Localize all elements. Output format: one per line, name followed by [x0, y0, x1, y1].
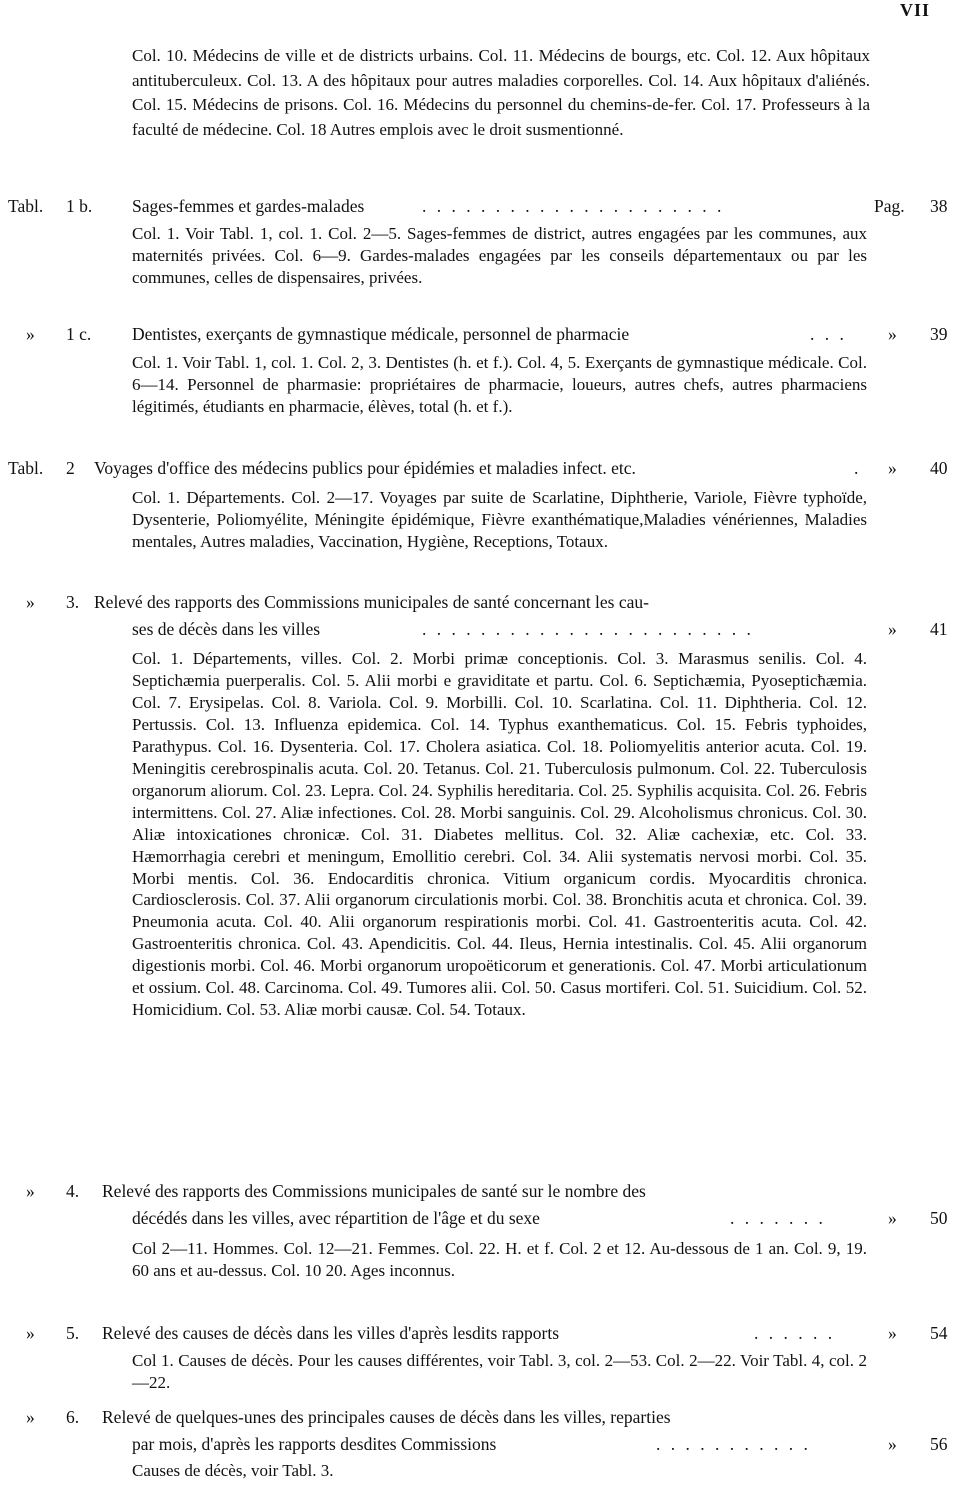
- entry-page-number: 39: [930, 324, 948, 344]
- toc-entry-6-cont: [8, 1432, 960, 1456]
- entry-leader-dots: . . . . . . .: [730, 1208, 826, 1228]
- entry-title: ses de décès dans les villes: [132, 619, 321, 639]
- entry-title: Relevé des causes de décès dans les villes d'après lesdits rapports: [102, 1323, 560, 1343]
- entry-prefix: Tabl.: [8, 196, 44, 216]
- entry-page-number: 41: [930, 619, 948, 639]
- entry-prefix: »: [26, 1407, 35, 1427]
- entry-page-number: 54: [930, 1323, 948, 1343]
- toc-entry-4-cont: [8, 1206, 960, 1230]
- entry-leader-dots: . . . . . . . . . . . . . . . . . . . . .: [422, 196, 725, 216]
- entry-number: 1 b.: [66, 196, 93, 216]
- entry-prefix: »: [26, 324, 35, 344]
- entry-title: par mois, d'après les rapports desdites Commissions: [132, 1434, 497, 1454]
- entry-title-line1: Relevé des rapports des Commissions municipales de santé concernant les cau-: [94, 592, 649, 612]
- entry-page-number: 56: [930, 1434, 948, 1454]
- entry-page-number: 50: [930, 1208, 948, 1228]
- toc-entry-3-cont: [8, 617, 960, 641]
- entry-page-prefix: »: [888, 324, 897, 344]
- entry-number: 3.: [66, 592, 80, 612]
- toc-entry-4: [8, 1179, 960, 1203]
- entry-title: Voyages d'office des médecins publics pour épidémies et maladies infect. etc.: [94, 458, 636, 478]
- entry-prefix: »: [26, 592, 35, 612]
- entry-number: 6.: [66, 1407, 80, 1427]
- entry-leader-dots: . . . . . . . . . . .: [656, 1434, 811, 1454]
- entry-leader-dots: .: [854, 458, 862, 478]
- entry-number: 5.: [66, 1323, 80, 1343]
- toc-entry-5: [8, 1321, 960, 1345]
- entry-description: Col. 1. Voir Tabl. 1, col. 1. Col. 2—5. Sages-femmes de district, autres engagées par les communes, aux maternités privées. Col. 6—9. Gardes-malades engagées par les conseils départementaux ou par les communes, celles de dispensaires, privées.: [132, 224, 867, 287]
- entry-prefix: Tabl.: [8, 458, 44, 478]
- entry-leader-dots: . . . . . . . . . . . . . . . . . . . . . . .: [422, 619, 754, 639]
- entry-page-prefix: »: [888, 619, 897, 639]
- toc-entry-3: [8, 590, 960, 614]
- entry-description: Col. 1. Voir Tabl. 1, col. 1. Col. 2, 3. Dentistes (h. et f.). Col. 4, 5. Exerçants de gymnastique médicale. Col. 6—14. Personnel de pharmasie: propriétaires de pharmacie, loueurs, autres chefs, autres pharmaciens légitimés, étudiants en pharmacie, élèves, total (h. et f.).: [132, 353, 867, 416]
- entry-page-number: 38: [930, 196, 948, 216]
- toc-entry-1c: [8, 322, 960, 346]
- entry-title: Dentistes, exerçants de gymnastique médicale, personnel de pharmacie: [132, 324, 630, 344]
- entry-page-prefix: »: [888, 1323, 897, 1343]
- entry-title-line1: Relevé de quelques-unes des principales causes de décès dans les villes, reparties: [102, 1407, 671, 1427]
- entry-description: Col 1. Causes de décès. Pour les causes différentes, voir Tabl. 3, col. 2—53. Col. 2—22. Voir Tabl. 4, col. 2—22.: [132, 1351, 867, 1392]
- entry-description: Col. 1. Départements. Col. 2—17. Voyages par suite de Scarlatine, Diphtherie, Variole, Fièvre typhoïde, Dysenterie, Poliomyélite, Méningite épidémique, Fièvre exanthématique,Maladies vénériennes, Maladies mentales, Autres maladies, Vaccination, Hygiène, Receptions, Totaux.: [132, 488, 867, 551]
- intro-paragraph: Col. 10. Médecins de ville et de districts urbains. Col. 11. Médecins de bourgs, etc. Col. 12. Aux hôpitaux antituberculeux. Col. 13. A des hôpitaux pour autres maladies corporelles. Col. 14. Aux hôpitaux d'aliénés. Col. 15. Médecins de prisons. Col. 16. Médecins du personnel du chemins-de-fer. Col. 17. Professeurs à la faculté de médecine. Col. 18 Autres emplois avec le droit susmentionné.: [132, 46, 870, 139]
- entry-title-line1: Relevé des rapports des Commissions municipales de santé sur le nombre des: [102, 1181, 646, 1201]
- entry-leader-dots: . . .: [810, 324, 847, 344]
- entry-page-prefix: Pag.: [874, 196, 905, 216]
- entry-page-number: 40: [930, 458, 948, 478]
- entry-description: Col 2—11. Hommes. Col. 12—21. Femmes. Col. 22. H. et f. Col. 2 et 12. Au-dessous de 1 an. Col. 9, 19. 60 ans et au-dessus. Col. 10 20. Ages inconnus.: [132, 1239, 867, 1280]
- toc-entry-1b: [8, 194, 960, 218]
- toc-entry-6: [8, 1405, 960, 1429]
- entry-page-prefix: »: [888, 1434, 897, 1454]
- entry-leader-dots: . . . . . .: [754, 1323, 836, 1343]
- entry-page-prefix: »: [888, 1208, 897, 1228]
- page-number: VII: [899, 0, 930, 20]
- entry-prefix: »: [26, 1181, 35, 1201]
- entry-number: 1 c.: [66, 324, 92, 344]
- entry-title: décédés dans les villes, avec répartition de l'âge et du sexe: [132, 1208, 540, 1228]
- entry-description: Col. 1. Départements, villes. Col. 2. Morbi primæ conceptionis. Col. 3. Marasmus senilis. Col. 4. Septichæmia puerperalis. Col. 5. Alii morbi e graviditate et partu. Col. 6. Septichæmia, Pyosepticħæmia. Col. 7. Erysipelas. Col. 8. Variola. Col. 9. Morbilli. Col. 10. Scarlatina. Col. 11. Diphtheria. Col. 12. Pertussis. Col. 13. Influenza epidemica. Col. 14. Typhus exanthematicus. Col. 15. Febris typhoides, Parathypus. Col. 16. Dysenteria. Col. 17. Cholera asiatica. Col. 18. Poliomyelitis anterior acuta. Col. 19. Meningitis cerebrospinalis acuta. Col. 20. Tetanus. Col. 21. Tuberculosis pulmonum. Col. 22. Tuberculosis organorum aliorum. Col. 23. Lepra. Col. 24. Syphilis hereditaria. Col. 25. Syphilis acquisita. Col. 26. Febris intermittens. Col. 27. Aliæ infectiones. Col. 28. Morbi sanguinis. Col. 29. Alcoholismus chronicus. Col. 30. Aliæ intoxicationes chronicæ. Col. 31. Diabetes mellitus. Col. 32. Aliæ cachexiæ, etc. Col. 33. Hæmorrhagia cerebri et meningum, Emollitio cerebri. Col. 34. Alii systematis nervosi morbi. Col. 35. Morbi mentis. Col. 36. Endocarditis chronica. Vitium organicum cordis. Myocarditis chronica. Cardiosclerosis. Col. 37. Alii organorum circulationis morbi. Col. 38. Bronchitis acuta et chronica. Col. 39. Pneumonia acuta. Col. 40. Alii organorum respirationis morbi. Col. 41. Gastroenteritis acuta. Col. 42. Gastroenteritis chronica. Col. 43. Apendicitis. Col. 44. Ileus, Hernia intestinalis. Col. 45. Alii organorum digestionis morbi. Col. 46. Morbi organorum uropoëticorum et generationis. Col. 47. Morbi articulationum et ossium. Col. 48. Carcinoma. Col. 49. Tumores alii. Col. 50. Casus mortiferi. Col. 51. Suicidium. Col. 52. Homicidium. Col. 53. Aliæ morbi causæ. Col. 54. Totaux.: [132, 649, 867, 1020]
- entry-page-prefix: »: [888, 458, 897, 478]
- toc-entry-2: [8, 456, 960, 480]
- entry-number: 2: [66, 458, 75, 478]
- entry-number: 4.: [66, 1181, 80, 1201]
- entry-description: Causes de décès, voir Tabl. 3.: [132, 1461, 334, 1480]
- entry-title: Sages-femmes et gardes-malades: [132, 196, 365, 216]
- entry-prefix: »: [26, 1323, 35, 1343]
